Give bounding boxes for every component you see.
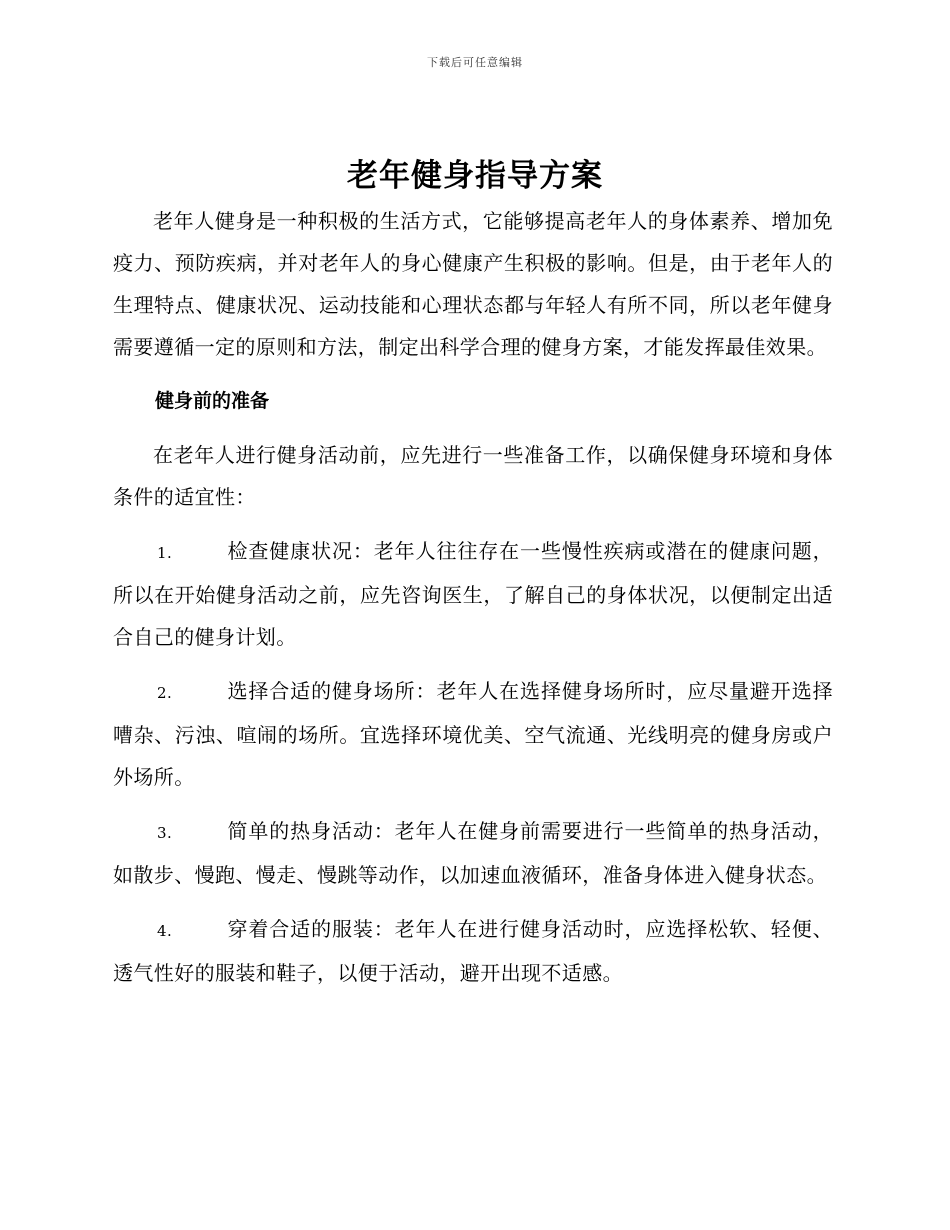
intro-paragraph: 老年人健身是一种积极的生活方式，它能够提高老年人的身体素养、增加免疫力、预防疾病，并对老年人的身心健康产生积极的影响。但是，由于老年人的生理特点、健康状况、运动技能和心理状态都与年轻人有所不同，所以老年健身需要遵循一定的原则和方法，制定出科学合理的健身方案，才能发挥最佳效果。 <box>113 209 833 359</box>
header-note: 下载后可任意编辑 <box>427 56 523 69</box>
list-item-number: 1. <box>157 544 173 562</box>
list-item-number: 3. <box>157 824 173 842</box>
list-item-text: 简单的热身活动：老年人在健身前需要进行一些简单的热身活动，如散步、慢跑、慢走、慢跳等动作，以加速血液循环，准备身体进入健身状态。 <box>113 819 833 887</box>
section-lead-paragraph: 在老年人进行健身活动前，应先进行一些准备工作，以确保健身环境和身体条件的适宜性： <box>113 443 833 509</box>
list-item-number: 4. <box>157 922 173 940</box>
document-body <box>113 200 833 994</box>
list-item <box>113 670 833 798</box>
list-item <box>113 530 833 658</box>
list-item-number: 2. <box>157 684 173 702</box>
list-item-text: 选择合适的健身场所：老年人在选择健身场所时，应尽量避开选择嘈杂、污浊、喧闹的场所。宜选择环境优美、空气流通、光线明亮的健身房或户外场所。 <box>113 679 833 789</box>
list-item <box>113 810 833 896</box>
list-item-text: 穿着合适的服装：老年人在进行健身活动时，应选择松软、轻便、透气性好的服装和鞋子，以便于活动，避开出现不适感。 <box>113 917 833 985</box>
section-heading: 健身前的准备 <box>155 390 270 412</box>
list-item-text: 检查健康状况：老年人往往存在一些慢性疾病或潜在的健康问题，所以在开始健身活动之前，应先咨询医生，了解自己的身体状况，以便制定出适合自己的健身计划。 <box>113 539 833 649</box>
list-item <box>113 908 833 994</box>
document-title: 老年健身指导方案 <box>347 158 603 194</box>
